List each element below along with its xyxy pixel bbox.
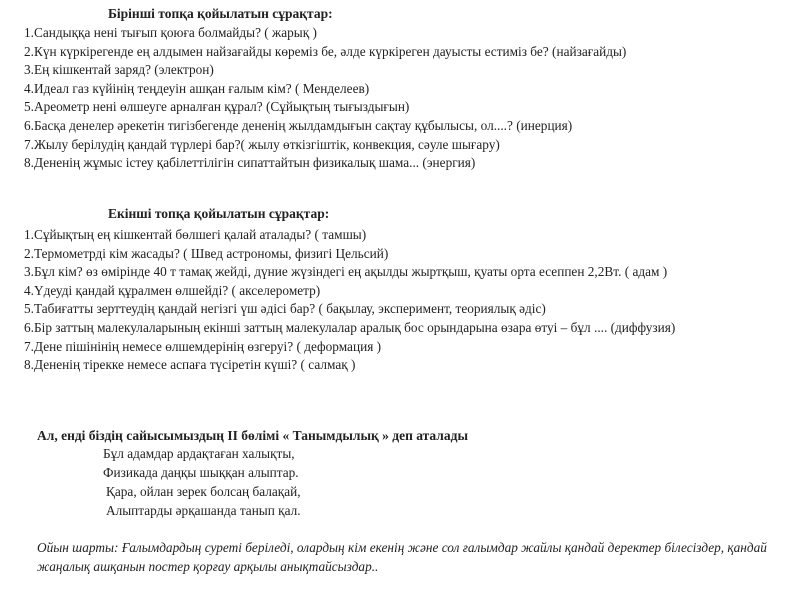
question-text: Үдеуді қандай құралмен өлшейді? ( акселерометр)	[33, 282, 321, 298]
question-item	[24, 117, 794, 136]
question-item	[24, 226, 794, 245]
question-text: Бұл кім? өз өмірінде 40 т тамақ жейді, дүние жүзіндегі ең ақылды жыртқыш, қуаты орта есеппен 2,2Вт. ( адам )	[33, 264, 668, 280]
question-item	[24, 319, 794, 338]
section3-title: Ал, енді біздің сайысымыздың ІІ бөлімі « Танымдылық » деп аталады	[37, 428, 468, 443]
question-number: 2.	[24, 43, 34, 59]
question-text: Термометрді кім жасады? ( Швед астрономы, физигі Цельсий)	[33, 245, 389, 261]
question-item	[24, 136, 794, 155]
poem-line: Алыптарды әрқашанда танып қал.	[106, 503, 301, 518]
question-item	[24, 245, 794, 264]
poem-line: Бұл адамдар ардақтаған халықты,	[103, 446, 295, 461]
question-item	[24, 61, 794, 80]
question-text: Дененің тірекке немесе аспаға түсіретін күші? ( салмақ )	[33, 357, 356, 373]
question-number: 7.	[24, 136, 34, 152]
question-number: 6.	[24, 319, 34, 335]
question-number: 8.	[24, 357, 34, 373]
question-number: 3.	[24, 264, 34, 280]
question-item	[24, 154, 794, 173]
question-item	[24, 98, 794, 117]
question-text: Ареометр нені өлшеуге арналған құрал? (Сұйықтың тығыздығын)	[33, 99, 410, 115]
section2-title: Екінші топқа қойылатын сұрақтар:	[108, 206, 330, 221]
question-number: 5.	[24, 301, 34, 317]
question-number: 2.	[24, 245, 34, 261]
section1-title: Бірінші топқа қойылатын сұрақтар:	[108, 6, 333, 21]
question-number: 7.	[24, 338, 34, 354]
game-rules: Ойын шарты: Ғалымдардың суреті беріледі, олардың кім екенің және сол ғалымдар жайлы қандай деректер білесіздер, қандай жаңалық ашқанын постер қорғау арқылы анықтайсыздар..	[37, 540, 767, 574]
section1-questions	[24, 24, 794, 173]
question-text: Дененің жұмыс істеу қабілеттілігін сипаттайтын физикалық шама... (энергия)	[33, 155, 476, 171]
question-number: 6.	[24, 117, 34, 133]
question-item	[24, 24, 794, 43]
question-text: Бір заттың малекулаларының екінші заттың малекулалар аралық бос орындарына өзара өтуі – бұл .... (диффузия)	[33, 319, 676, 335]
question-item	[24, 43, 794, 62]
question-number: 4.	[24, 80, 34, 96]
question-item	[24, 300, 794, 319]
question-number: 1.	[24, 25, 34, 40]
question-text: Жылу берілудің қандай түрлері бар?( жылу өткізгіштік, конвекция, сәуле шығару)	[33, 136, 500, 152]
question-item	[24, 80, 794, 99]
section2-questions	[24, 226, 794, 375]
question-number: 4.	[24, 282, 34, 298]
question-text: Ең кішкентай заряд? (электрон)	[33, 62, 214, 78]
question-text: Табиғатты зерттеудің қандай негізгі үш әдісі бар? ( бақылау, эксперимент, теориялық әдіс)	[33, 301, 546, 317]
question-number: 5.	[24, 99, 34, 115]
question-text: Басқа денелер әрекетін тигізбегенде дененің жылдамдығын сақтау құбылысы, ол....? (инерция)	[33, 117, 573, 133]
question-item	[24, 282, 794, 301]
question-text: Сұйықтың ең кішкентай бөлшегі қалай аталады? ( тамшы)	[33, 227, 367, 242]
question-text: Дене пішінінің немесе өлшемдерінің өзгеруі? ( деформация )	[33, 338, 382, 354]
question-item	[24, 263, 794, 282]
question-text: Күн күркірегенде ең алдымен найзағайды көреміз бе, әлде күркіреген дауысты естиміз бе? (найзағайды)	[33, 43, 627, 59]
question-number: 8.	[24, 155, 34, 171]
poem-line: Физикада даңқы шыққан алыптар.	[103, 465, 299, 480]
question-item	[24, 338, 794, 357]
question-number: 3.	[24, 62, 34, 78]
question-text: Сандыққа нені тығып қоюға болмайды? ( жарық )	[33, 25, 317, 40]
question-item	[24, 356, 794, 375]
question-number: 1.	[24, 227, 34, 242]
question-text: Идеал газ күйінің теңдеуін ашқан ғалым кім? ( Менделеев)	[33, 80, 370, 96]
poem-line: Қара, ойлан зерек болсаң балақай,	[106, 484, 301, 499]
